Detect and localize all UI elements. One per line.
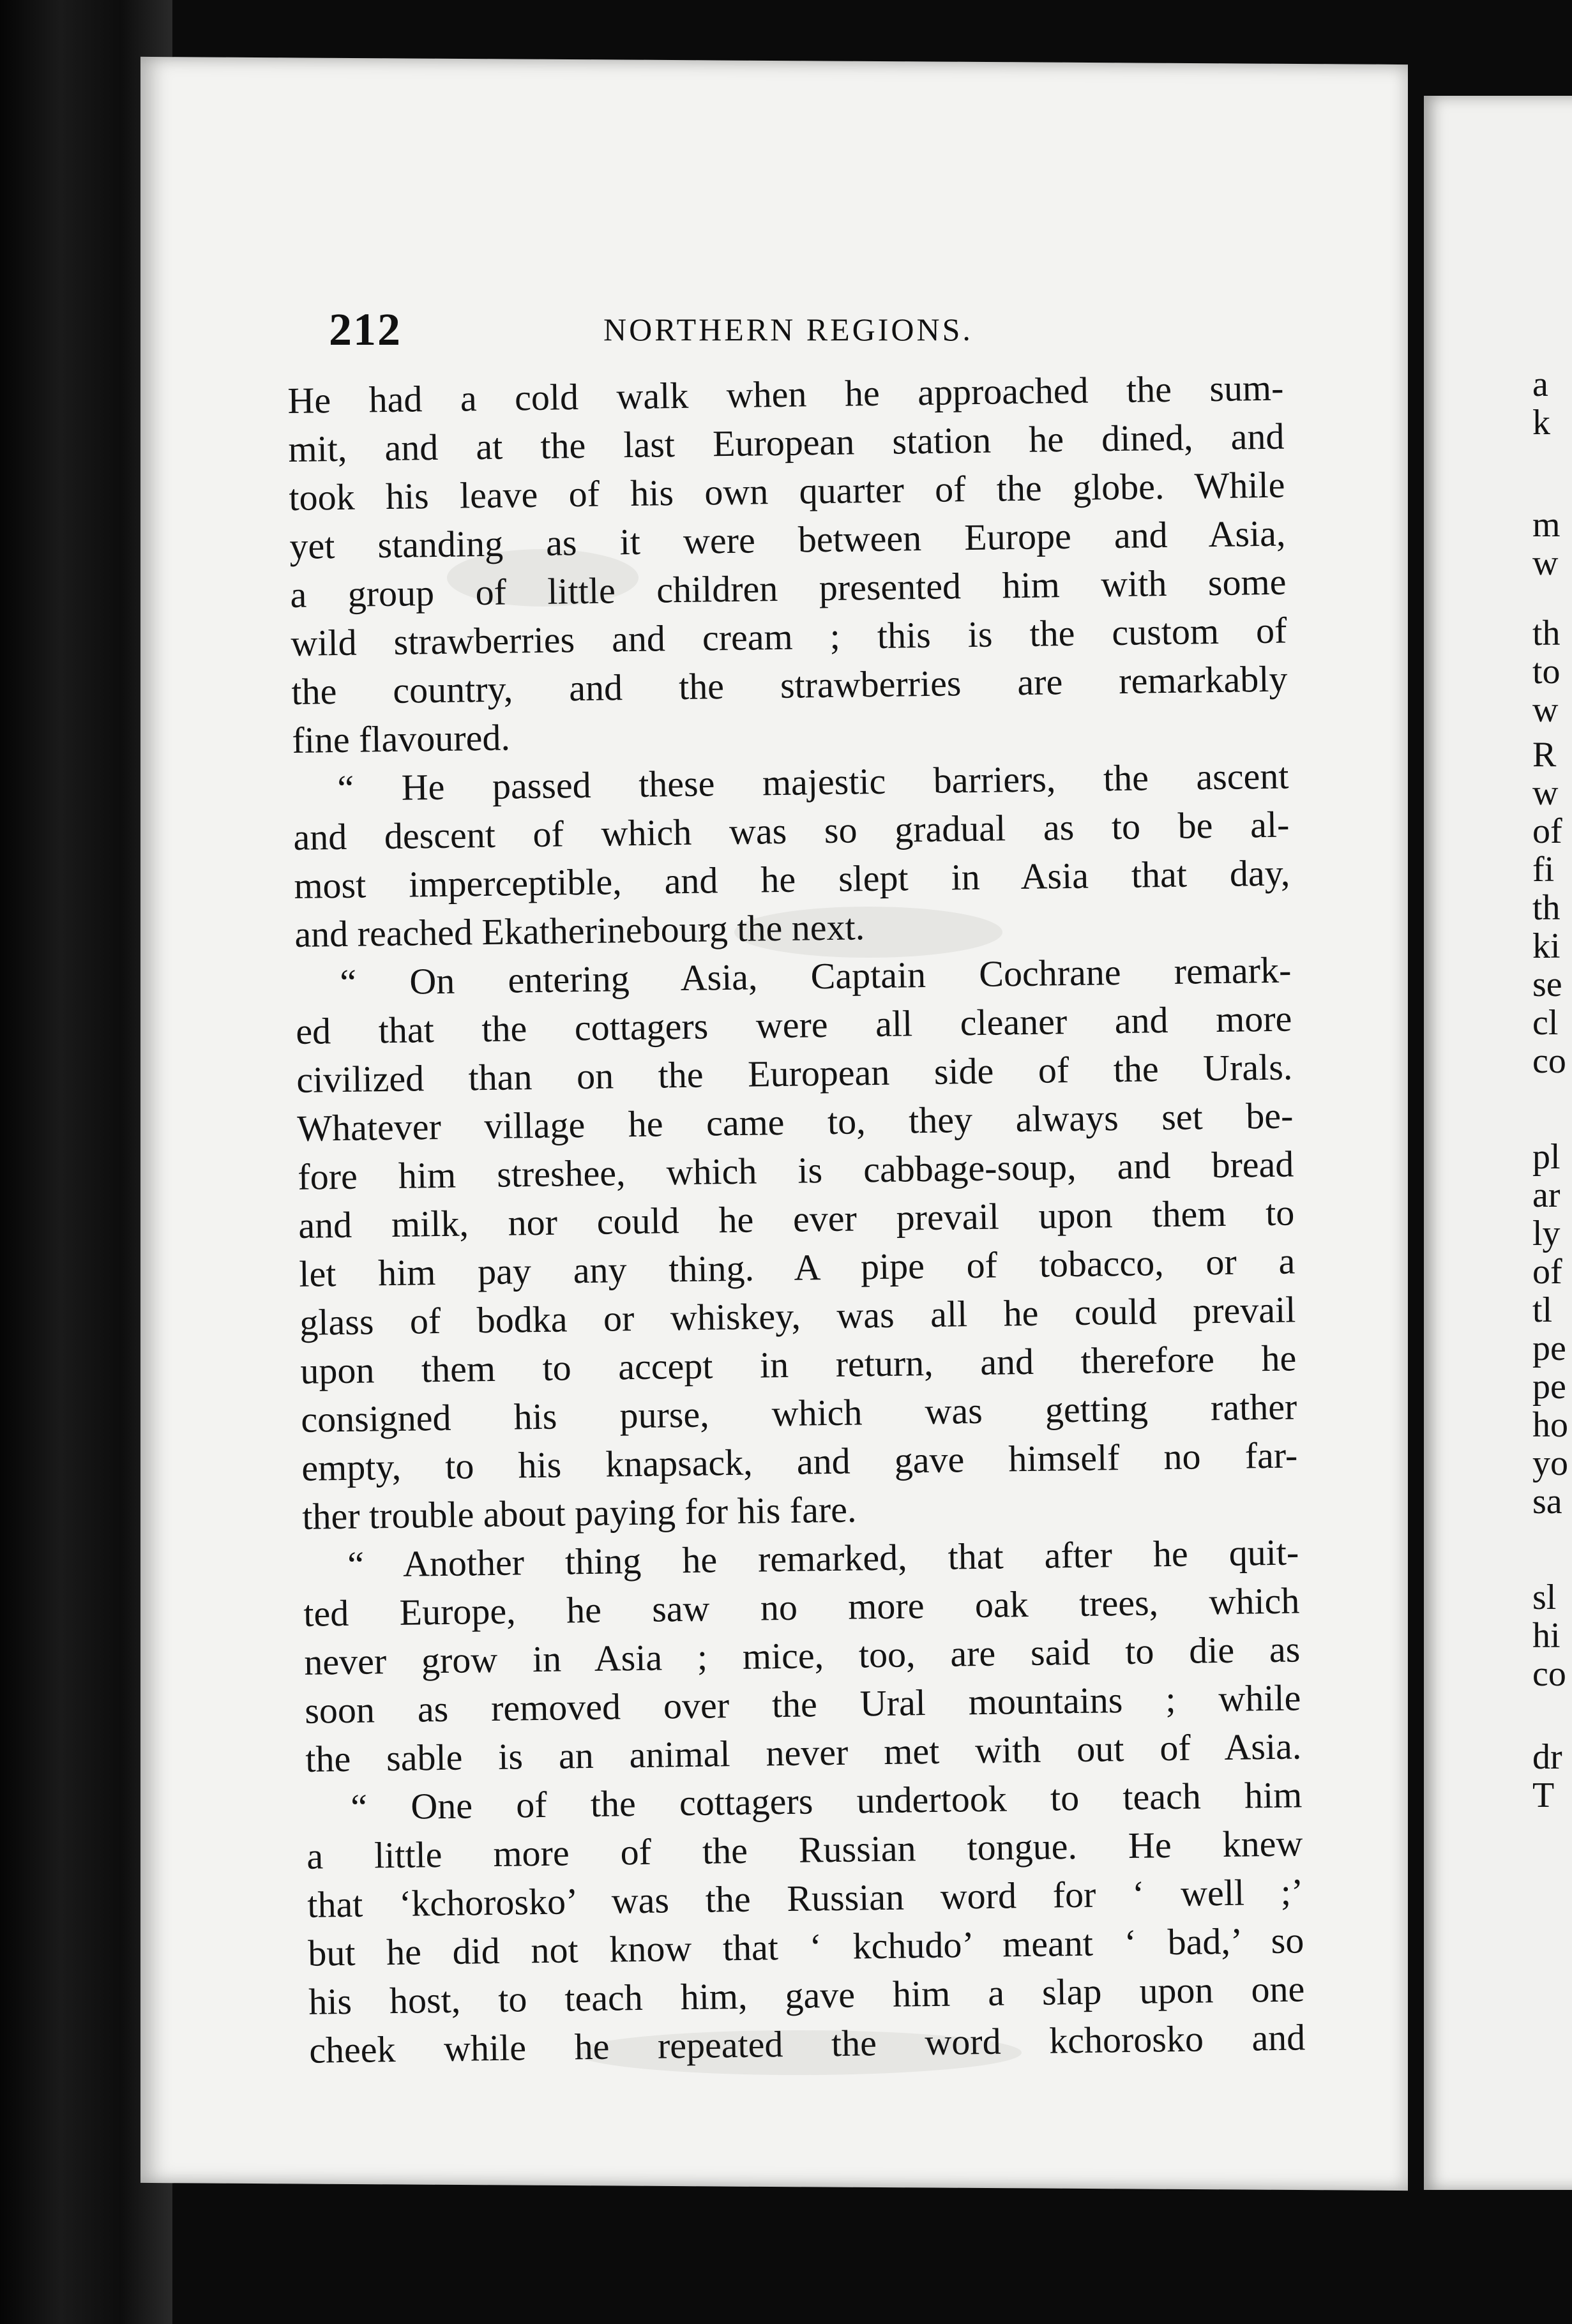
page-header (329, 303, 1018, 361)
text-line: empty, to his knapsack, and gave himself no far- (301, 1434, 1298, 1489)
right-page-fragment: T (1532, 1776, 1555, 1815)
right-page-fragment: yo (1532, 1444, 1568, 1483)
right-page-fragment: w (1532, 543, 1559, 583)
text-line: the sable is an animal never met with out of Asia. (305, 1725, 1302, 1780)
right-page-fragment: sa (1532, 1482, 1562, 1521)
text-line: fine flavoured. (292, 716, 511, 761)
text-line: “ He passed these majestic barriers, the ascent (337, 755, 1289, 810)
right-page-fragment: cl (1532, 1003, 1559, 1043)
right-page-fragment: fi (1532, 850, 1555, 889)
text-line: and reached Ekatherinebourg the next. (294, 906, 865, 955)
text-line: glass of bodka or whiskey, was all he could prevail (299, 1288, 1296, 1343)
right-page-fragment: of (1532, 1252, 1562, 1292)
text-line: consigned his purse, which was getting rather (300, 1385, 1297, 1440)
right-page-fragment: a (1532, 365, 1548, 404)
right-page-fragment: ly (1532, 1214, 1561, 1253)
text-line: never grow in Asia ; mice, too, are said to die as (303, 1628, 1301, 1683)
right-page-fragment: R (1532, 735, 1557, 774)
page-number: 212 (329, 304, 402, 355)
right-page-fragment: w (1532, 690, 1559, 730)
text-line: Whatever village he came to, they always set be- (296, 1094, 1294, 1149)
text-line: upon them to accept in return, and therefore he (299, 1337, 1297, 1392)
right-page-fragment: m (1532, 505, 1561, 545)
text-line: civilized than on the European side of the Urals. (296, 1046, 1293, 1101)
running-head: NORTHERN REGIONS. (603, 312, 973, 347)
right-page-fragment: th (1532, 888, 1561, 928)
right-page-fragment: pe (1532, 1329, 1566, 1368)
right-page-fragment: pe (1532, 1367, 1566, 1407)
right-page-fragment: th (1532, 614, 1561, 653)
right-page-fragment: se (1532, 965, 1562, 1004)
right-page-fragment: co (1532, 1041, 1566, 1081)
right-page-fragment: ar (1532, 1175, 1561, 1215)
text-line: his host, to teach him, gave him a slap upon one (308, 1968, 1305, 2023)
body-text (287, 364, 1306, 2075)
text-line: ted Europe, he saw no more oak trees, which (303, 1580, 1300, 1634)
text-line: a group of little children presented him with some (290, 561, 1287, 615)
right-page-fragment: to (1532, 652, 1561, 691)
text-line: He had a cold walk when he approached the sum- (287, 366, 1284, 421)
text-line: soon as removed over the Ural mountains ; while (304, 1677, 1301, 1732)
text-line: took his leave of his own quarter of the globe. While (289, 464, 1285, 518)
text-line: fore him streshee, which is cabbage-soup, and bread (297, 1143, 1294, 1198)
text-line: mit, and at the last European station he dined, and (288, 415, 1285, 470)
text-line: but he did not know that ‘ kchudo’ meant ‘ bad,’ so (307, 1919, 1304, 1974)
text-line: wild strawberries and cream ; this is the custom of (291, 609, 1287, 664)
text-line: that ‘kchorosko’ was the Russian word for ‘ well ;’ (306, 1871, 1304, 1926)
text-line: “ On entering Asia, Captain Cochrane remark- (339, 949, 1292, 1003)
text-line: let him pay any thing. A pipe of tobacco, or a (298, 1240, 1296, 1295)
right-page-fragment: ki (1532, 926, 1561, 966)
text-line: “ Another thing he remarked, that after he quit- (347, 1531, 1299, 1585)
text-line: the country, and the strawberries are remarkably (291, 658, 1288, 713)
text-line: and descent of which was so gradual as to be al- (293, 803, 1290, 858)
right-page-fragment: w (1532, 773, 1559, 813)
right-page-fragment: of (1532, 811, 1562, 851)
right-page-fragment: hi (1532, 1616, 1561, 1656)
text-line: “ One of the cottagers undertook to teach him (350, 1774, 1303, 1828)
right-page-fragment: co (1532, 1654, 1566, 1694)
right-page-fragment: tl (1532, 1290, 1553, 1330)
text-line: ther trouble about paying for his fare. (301, 1488, 857, 1537)
text-line: ed that the cottagers were all cleaner and more (295, 997, 1292, 1052)
text-line: cheek while he repeated the word kchorosko and (308, 2016, 1306, 2071)
right-page-fragment: ho (1532, 1405, 1568, 1445)
right-page-fragment: pl (1532, 1137, 1561, 1177)
right-page-fragment: dr (1532, 1737, 1562, 1777)
right-page-fragment: sl (1532, 1578, 1557, 1617)
text-line: a little more of the Russian tongue. He knew (306, 1822, 1303, 1877)
text-line: yet standing as it were between Europe and Asia, (289, 512, 1286, 567)
right-page-fragment: k (1532, 403, 1550, 442)
text-line: most imperceptible, and he slept in Asia that day, (294, 852, 1290, 907)
text-line: and milk, nor could he ever prevail upon them to (298, 1191, 1295, 1246)
